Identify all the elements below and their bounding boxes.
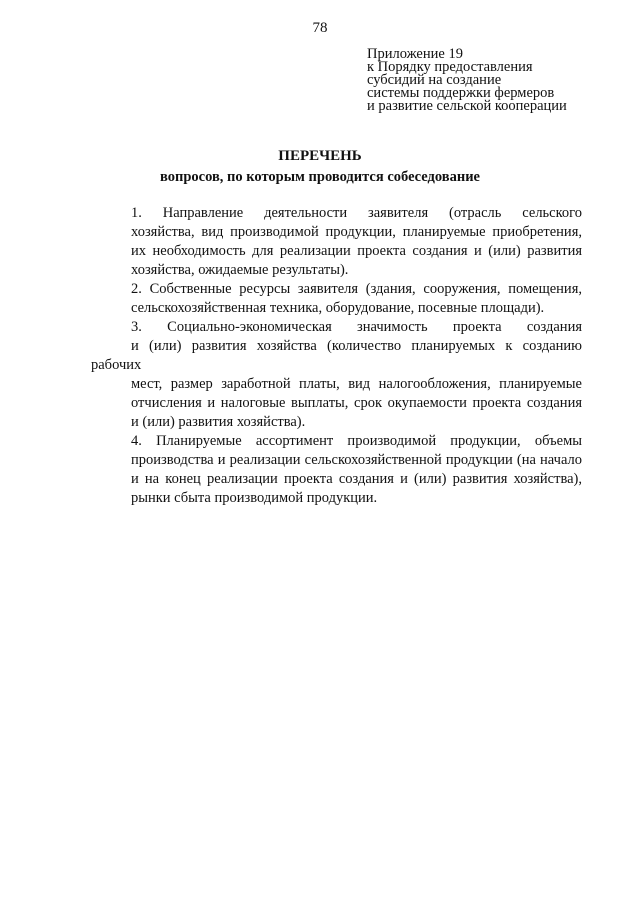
paragraph-line: производства и реализации сельскохозяйственной продукции (на начало xyxy=(131,452,582,468)
document-subtitle: вопросов, по которым проводится собеседование xyxy=(159,169,480,185)
paragraph-1 xyxy=(91,204,582,280)
paragraph-line: 4. Планируемые ассортимент производимой продукции, объемы xyxy=(131,433,582,449)
paragraph-line: хозяйства, ожидаемые результаты). xyxy=(131,262,349,278)
appendix-line: системы поддержки фермеров xyxy=(367,85,555,101)
paragraph-line: рынки сбыта производимой продукции. xyxy=(131,490,378,506)
paragraph-line: 1. Направление деятельности заявителя (отрасль сельского xyxy=(131,205,582,221)
paragraph-line: мест, размер заработной платы, вид налогообложения, планируемые xyxy=(131,376,582,392)
page-number: 78 xyxy=(312,20,328,36)
document-title: ПЕРЕЧЕНЬ xyxy=(278,148,362,164)
paragraph-line: сельскохозяйственная техника, оборудование, посевные площади). xyxy=(131,300,545,316)
appendix-header xyxy=(367,48,567,113)
paragraph-line: их необходимость для реализации проекта создания и (или) развития xyxy=(131,243,582,259)
document-body xyxy=(91,204,582,508)
paragraph-line: и на конец реализации проекта создания и (или) развития хозяйства), xyxy=(131,471,582,487)
paragraph-line: 2. Собственные ресурсы заявителя (здания, сооружения, помещения, xyxy=(131,281,582,297)
paragraph-line: 3. Социально-экономическая значимость проекта создания xyxy=(131,319,582,335)
appendix-line: Приложение 19 xyxy=(367,46,463,62)
appendix-line: субсидий на создание xyxy=(367,72,502,88)
appendix-line: и развитие сельской кооперации xyxy=(367,98,567,114)
paragraph-line: хозяйства, вид производимой продукции, планируемые приобретения, xyxy=(131,224,582,240)
paragraph-line: отчисления и налоговые выплаты, срок окупаемости проекта создания xyxy=(131,395,582,411)
paragraph-2 xyxy=(91,280,582,318)
paragraph-4 xyxy=(91,432,582,508)
paragraph-3 xyxy=(91,318,582,432)
paragraph-line: и (или) развития хозяйства (количество планируемых к созданию рабочих xyxy=(91,338,582,373)
paragraph-line: и (или) развития хозяйства). xyxy=(131,414,306,430)
appendix-line: к Порядку предоставления xyxy=(367,59,533,75)
